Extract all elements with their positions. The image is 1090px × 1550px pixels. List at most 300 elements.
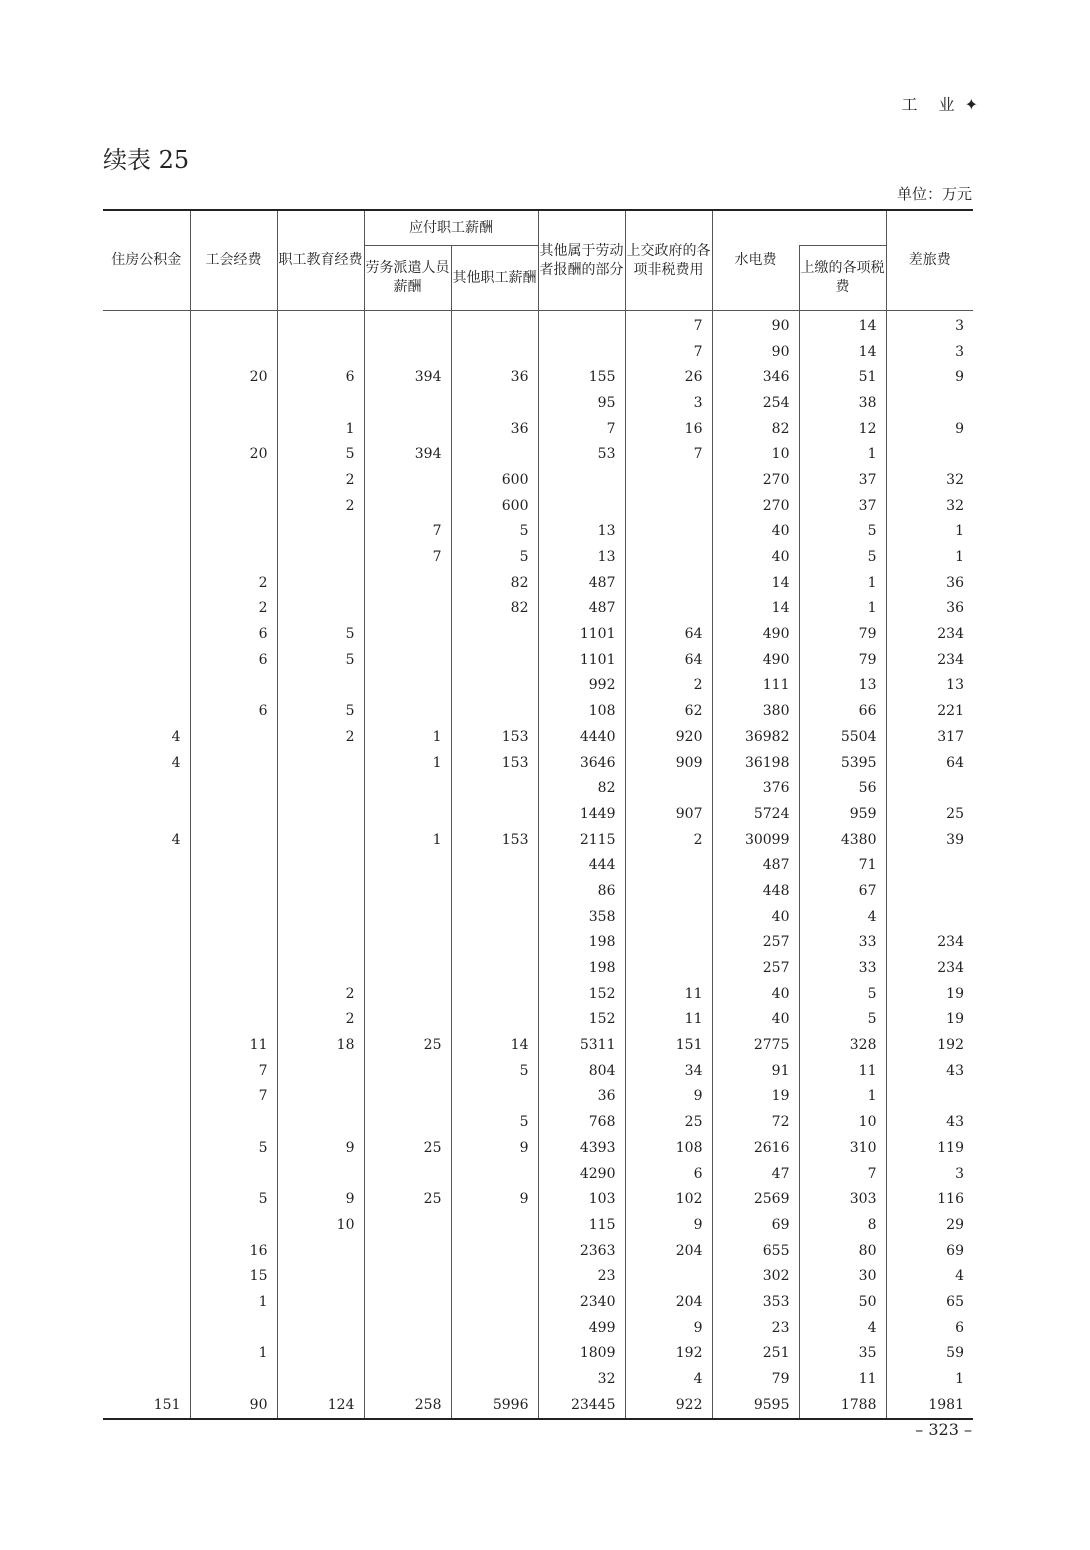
table-cell [451,1366,538,1392]
table-cell [103,1058,190,1084]
table-cell: 34 [625,1058,712,1084]
table-cell: 40 [712,1007,799,1033]
table-cell [451,698,538,724]
table-cell [451,1007,538,1033]
table-cell: 40 [712,519,799,545]
table-cell: 79 [799,647,886,673]
table-cell [277,519,364,545]
table-row [103,416,973,442]
table-cell [277,1084,364,1110]
table-cell [277,1366,364,1392]
table-cell: 490 [712,621,799,647]
table-row [103,544,973,570]
table-cell [538,311,625,339]
table-cell: 3646 [538,750,625,776]
table-cell [190,981,277,1007]
table-cell: 258 [364,1392,451,1419]
table-cell: 36982 [712,724,799,750]
table-cell [103,1315,190,1341]
table-cell [364,467,451,493]
table-cell: 1 [277,416,364,442]
table-cell: 1 [886,1366,973,1392]
table-row [103,1058,973,1084]
table-cell: 1101 [538,647,625,673]
table-cell: 5 [190,1186,277,1212]
table-cell [451,904,538,930]
table-cell: 448 [712,878,799,904]
table-cell: 153 [451,750,538,776]
table-cell: 32 [538,1366,625,1392]
table-cell [190,416,277,442]
table-cell: 25 [886,801,973,827]
table-cell [364,852,451,878]
table-cell [190,1366,277,1392]
table-cell [190,544,277,570]
table-cell: 5 [451,1109,538,1135]
table-cell: 39 [886,827,973,853]
table-cell [103,878,190,904]
table-cell: 5 [277,647,364,673]
table-row [103,1109,973,1135]
table-cell: 1 [799,596,886,622]
table-cell [277,801,364,827]
table-cell: 25 [625,1109,712,1135]
table-cell [277,1161,364,1187]
table-cell [886,390,973,416]
table-cell [451,852,538,878]
table-cell: 1101 [538,621,625,647]
table-cell: 33 [799,955,886,981]
table-cell [277,1315,364,1341]
table-cell: 20 [190,364,277,390]
table-cell: 30099 [712,827,799,853]
table-cell [886,441,973,467]
table-row [103,519,973,545]
header-other-staff-pay: 其他职工薪酬 [451,246,538,311]
table-cell: 2 [625,673,712,699]
table-cell: 50 [799,1289,886,1315]
table-cell [451,311,538,339]
table-cell: 346 [712,364,799,390]
table-cell [190,955,277,981]
table-cell: 102 [625,1186,712,1212]
table-cell: 1788 [799,1392,886,1419]
table-cell: 151 [625,1032,712,1058]
table-cell: 7 [364,544,451,570]
table-cell [886,904,973,930]
table-cell: 67 [799,878,886,904]
table-cell [277,570,364,596]
table-cell: 2616 [712,1135,799,1161]
table-row [103,364,973,390]
table-cell [451,673,538,699]
table-cell [886,775,973,801]
table-cell [451,621,538,647]
table-row [103,1161,973,1187]
header-group-payroll: 应付职工薪酬 [364,210,538,246]
table-cell: 2 [277,981,364,1007]
table-cell [364,1058,451,1084]
table-cell: 2 [277,493,364,519]
table-cell: 19 [886,981,973,1007]
table-cell [103,1161,190,1187]
table-cell: 1 [886,544,973,570]
table-cell: 25 [364,1135,451,1161]
table-row [103,1392,973,1419]
table-cell: 600 [451,493,538,519]
table-cell: 487 [712,852,799,878]
table-cell: 35 [799,1341,886,1367]
table-cell: 3 [886,1161,973,1187]
table-cell [364,801,451,827]
table-cell [103,1263,190,1289]
table-cell: 9 [625,1315,712,1341]
table-cell: 56 [799,775,886,801]
table-cell [103,955,190,981]
table-cell [277,596,364,622]
table-row [103,467,973,493]
table-cell: 487 [538,570,625,596]
table-cell: 1981 [886,1392,973,1419]
table-cell: 2363 [538,1238,625,1264]
table-cell [364,416,451,442]
table-row [103,311,973,339]
table-cell [277,827,364,853]
table-cell [277,775,364,801]
table-cell [277,544,364,570]
table-cell: 10 [277,1212,364,1238]
header-housing-fund: 住房公积金 [103,210,190,311]
table-row [103,596,973,622]
table-row [103,647,973,673]
table-cell: 33 [799,930,886,956]
table-cell [190,1007,277,1033]
table-cell [103,1289,190,1315]
table-cell: 5 [190,1135,277,1161]
table-cell: 2 [190,570,277,596]
table-row [103,1341,973,1367]
table-cell [625,878,712,904]
table-cell: 8 [799,1212,886,1238]
table-cell [364,1109,451,1135]
table-row [103,1263,973,1289]
table-cell: 5 [799,519,886,545]
table-cell: 32 [886,493,973,519]
table-cell [103,519,190,545]
table-cell: 116 [886,1186,973,1212]
table-row [103,801,973,827]
table-cell [103,1186,190,1212]
header-education-fee: 职工教育经费 [277,210,364,311]
table-body [103,311,973,1419]
table-cell: 234 [886,647,973,673]
table-cell [103,1135,190,1161]
table-row [103,827,973,853]
table-cell: 71 [799,852,886,878]
table-row [103,621,973,647]
table-cell [625,904,712,930]
table-cell [625,493,712,519]
table-cell: 25 [364,1186,451,1212]
table-cell [364,1238,451,1264]
table-cell: 5 [277,621,364,647]
table-cell: 2115 [538,827,625,853]
table-cell: 20 [190,441,277,467]
table-cell [625,519,712,545]
table-cell: 9 [886,364,973,390]
table-cell [103,1366,190,1392]
table-cell: 14 [799,339,886,365]
table-cell [451,339,538,365]
table-cell [625,775,712,801]
table-cell [190,1109,277,1135]
table-cell: 152 [538,1007,625,1033]
table-cell: 37 [799,467,886,493]
table-cell: 6 [190,698,277,724]
table-cell [364,1007,451,1033]
table-cell: 79 [712,1366,799,1392]
table-cell: 5 [799,981,886,1007]
table-cell: 2 [277,1007,364,1033]
table-cell [103,311,190,339]
header-travel: 差旅费 [886,210,973,311]
table-cell: 4 [171,754,181,771]
table-cell: 108 [538,698,625,724]
table-row [103,1135,973,1161]
table-cell: 5 [451,1058,538,1084]
table-row [103,724,973,750]
table-cell [451,1289,538,1315]
table-cell [451,441,538,467]
table-cell [103,390,190,416]
table-cell [364,1315,451,1341]
table-cell: 19 [886,1007,973,1033]
table-cell [190,801,277,827]
table-cell: 64 [625,647,712,673]
table-cell [277,390,364,416]
table-cell [103,364,190,390]
table-cell [190,1315,277,1341]
table-cell: 380 [712,698,799,724]
table-cell: 51 [799,364,886,390]
table-cell: 59 [886,1341,973,1367]
table-cell: 14 [712,596,799,622]
table-row [103,1366,973,1392]
table-cell [364,955,451,981]
table-cell [103,339,190,365]
table-cell: 5724 [712,801,799,827]
table-cell: 90 [712,311,799,339]
table-cell: 302 [712,1263,799,1289]
table-cell [190,467,277,493]
table-cell: 2775 [712,1032,799,1058]
table-cell: 920 [625,724,712,750]
table-cell [625,1263,712,1289]
table-cell: 221 [886,698,973,724]
table-row [103,390,973,416]
table-cell: 29 [886,1212,973,1238]
table-cell: 13 [886,673,973,699]
table-cell [103,775,190,801]
table-cell: 40 [712,981,799,1007]
table-cell: 1 [364,724,451,750]
unit-label: 单位：万元 [896,185,972,203]
table-cell: 11 [190,1032,277,1058]
table-cell [103,596,190,622]
table-row [103,1289,973,1315]
table-cell [364,1263,451,1289]
table-cell [451,1161,538,1187]
table-cell: 1 [364,827,451,853]
table-row [103,852,973,878]
table-cell [103,544,190,570]
table-cell [190,904,277,930]
table-cell: 5311 [538,1032,625,1058]
table-cell [364,390,451,416]
table-cell: 251 [712,1341,799,1367]
table-cell: 155 [538,364,625,390]
header-utilities: 水电费 [712,210,799,311]
table-cell [103,1341,190,1367]
table-cell: 9 [451,1135,538,1161]
table-cell: 6 [886,1315,973,1341]
table-row [103,339,973,365]
table-cell: 19 [712,1084,799,1110]
table-cell [277,904,364,930]
table-cell: 9 [277,1135,364,1161]
table-row [103,1315,973,1341]
table-cell: 317 [886,724,973,750]
table-cell: 64 [625,621,712,647]
table-cell [103,570,190,596]
table-cell: 65 [886,1289,973,1315]
table-cell: 9595 [712,1392,799,1419]
table-cell: 7 [538,416,625,442]
table-cell: 4 [625,1366,712,1392]
table-cell [886,852,973,878]
table-cell [538,339,625,365]
header-nontax-fees: 上交政府的各项非税费用 [625,210,712,311]
table-cell: 394 [364,364,451,390]
table-cell: 487 [538,596,625,622]
table-row [103,1007,973,1033]
table-cell [625,955,712,981]
table-cell: 499 [538,1315,625,1341]
table-cell [190,1161,277,1187]
table-cell: 6 [625,1161,712,1187]
table-cell: 11 [625,1007,712,1033]
table-cell [277,852,364,878]
table-cell: 16 [625,416,712,442]
table-cell: 600 [451,467,538,493]
table-cell [190,1212,277,1238]
table-cell [451,981,538,1007]
table-cell: 64 [886,750,973,776]
table-cell: 26 [625,364,712,390]
table-cell: 353 [712,1289,799,1315]
table-cell: 82 [451,596,538,622]
table-cell [190,750,277,776]
table-cell [538,493,625,519]
table-cell: 907 [625,801,712,827]
table-cell: 7 [190,1084,277,1110]
table-cell [103,1109,190,1135]
table-cell: 18 [277,1032,364,1058]
table-cell: 82 [712,416,799,442]
table-cell: 108 [625,1135,712,1161]
table-cell: 82 [538,775,625,801]
table-cell: 768 [538,1109,625,1135]
table-cell [364,673,451,699]
table-cell [451,955,538,981]
table-cell [451,930,538,956]
table-cell [364,1084,451,1110]
table-cell: 1 [799,570,886,596]
table-cell [190,311,277,339]
table-cell: 7 [364,519,451,545]
table-cell: 5504 [799,724,886,750]
table-cell [364,981,451,1007]
running-head [902,92,979,115]
table-cell: 23 [712,1315,799,1341]
table-cell: 5 [451,519,538,545]
table-cell: 15 [190,1263,277,1289]
table-cell: 1 [190,1289,277,1315]
table-cell [103,621,190,647]
table-cell: 111 [712,673,799,699]
table-cell: 115 [538,1212,625,1238]
table-cell [190,339,277,365]
table-cell [190,775,277,801]
table-cell [103,904,190,930]
table-cell [451,878,538,904]
header-taxes-paid: 上缴的各项税费 [799,246,886,311]
table-cell [625,930,712,956]
table-cell: 11 [625,981,712,1007]
table-cell [625,570,712,596]
table-cell: 1 [799,1084,886,1110]
table-cell [364,904,451,930]
table-cell [451,1341,538,1367]
table-cell: 9 [625,1212,712,1238]
table-cell [625,544,712,570]
table-row [103,493,973,519]
table-cell: 7 [190,1058,277,1084]
table-cell: 6 [190,621,277,647]
table-cell [190,519,277,545]
table-cell: 9 [277,1186,364,1212]
table-cell [625,467,712,493]
table-cell: 1 [799,441,886,467]
table-cell: 1809 [538,1341,625,1367]
table-cell: 204 [625,1289,712,1315]
table-cell [103,493,190,519]
table-cell: 2340 [538,1289,625,1315]
diamond-icon: ✦ [964,95,978,114]
table-cell: 91 [712,1058,799,1084]
table-cell: 5 [277,441,364,467]
table-cell [190,852,277,878]
table-cell [364,621,451,647]
table-cell: 4 [171,831,181,848]
table-cell: 36 [451,364,538,390]
table-cell [451,390,538,416]
table-cell: 10 [712,441,799,467]
table-cell: 655 [712,1238,799,1264]
table-row [103,750,973,776]
data-table [103,209,973,1420]
table-row [103,981,973,1007]
